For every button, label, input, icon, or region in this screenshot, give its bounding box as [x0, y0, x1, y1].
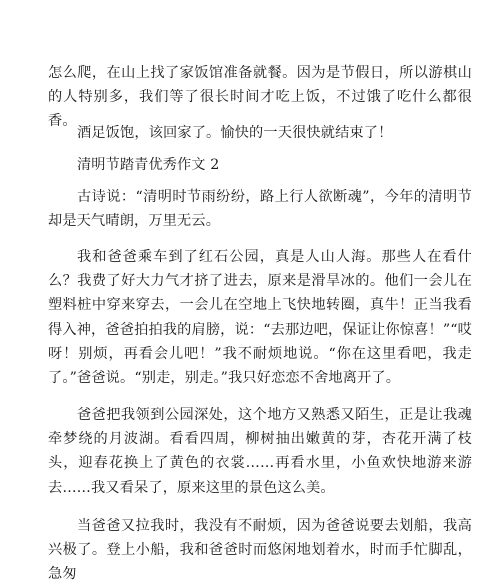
paragraph-continued: 怎么爬，在山上找了家饭馆准备就餐。因为是节假日，所以游棋山的人特别多，我们等了很长时间才吃上饭，不过饿了吃什么都很香。 — [48, 65, 472, 130]
paragraph: 古诗说：“清明时节雨纷纷，路上行人欲断魂”，今年的清明节却是天气晴朗，万里无云。 — [48, 189, 472, 230]
paragraph: 我和爸爸乘车到了红石公园，真是人山人海。那些人在看什么？我费了好大力气才挤了进去，原来是滑旱冰的。他们一会儿在塑料桩中穿来穿去，一会儿在空地上飞快地转圈，真牛！正当我看得入神，爸爸拍拍我的肩膀，说：“去那边吧，保证让你惊喜！”“哎呀！别烦，再看会儿吧！”我不耐烦地说。“你在这里看吧，我走了。”爸爸说。“别走，别走。”我只好恋恋不舍地离开了。 — [48, 249, 472, 387]
paragraph: 酒足饭饱，该回家了。愉快的一天很快就结束了！ — [77, 125, 393, 141]
paragraph-truncated: 当爸爸又拉我时，我没有不耐烦，因为爸爸说要去划船，我高兴极了。登上小船，我和爸爸时而悠闲地划着水，时而手忙脚乱，急匆 — [48, 518, 472, 583]
paragraph: 爸爸把我领到公园深处，这个地方又熟悉又陌生，正是让我魂牵梦绕的月波湖。看看四周，柳树抽出嫩黄的芽，杏花开满了枝头，迎春花换上了黄色的衣裳……再看水里，小鱼欢快地游来游去……我又看呆了，原来这里的景色这么美。 — [48, 407, 472, 496]
essay-title: 清明节踏青优秀作文 2 — [77, 157, 220, 173]
